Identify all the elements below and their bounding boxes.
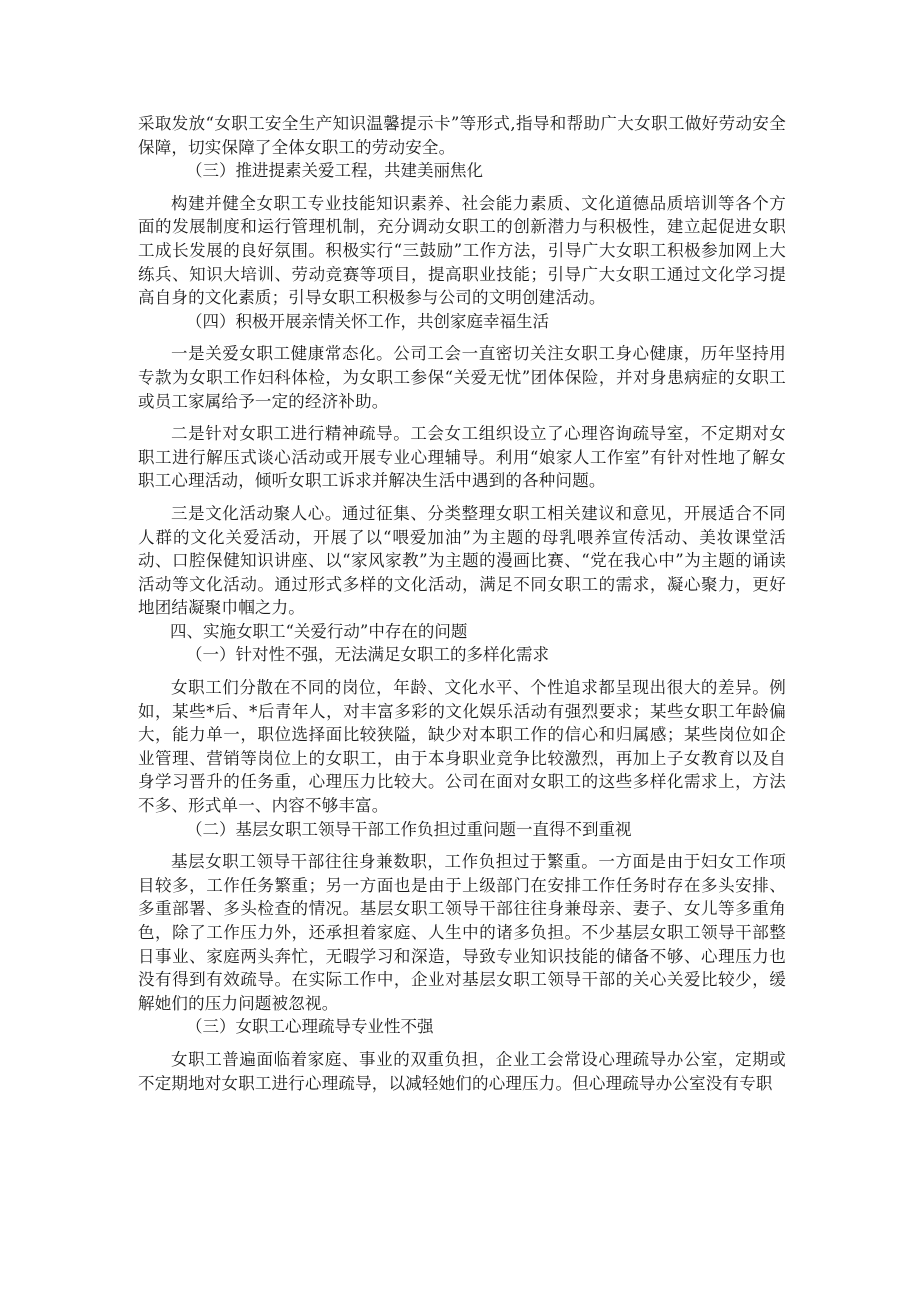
paragraph-health-care: 一是关爱女职工健康常态化。公司工会一直密切关注女职工身心健康，历年坚持用专款为女职工作妇科体检，为女职工参保“关爱无忧”团体保险，并对身患病症的女职工或员工家属给予一定的经济补助。 xyxy=(138,344,786,411)
section-heading-4-family-care: （四）积极开展亲情关怀工作，共创家庭幸福生活 xyxy=(186,311,549,331)
section-heading-3-promote-care: （三）推进提素关爱工程，共建美丽焦化 xyxy=(186,161,483,181)
paragraph-continuation: 采取发放“女职工安全生产知识温馨提示卡”等形式,指导和帮助广大女职工做好劳动安全保障，切实保障了全体女职工的劳动安全。 xyxy=(138,114,786,157)
paragraph-skills-system: 构建并健全女职工专业技能知识素养、社会能力素质、文化道德品质培训等各个方面的发展制度和运行管理机制，充分调动女职工的创新潜力与积极性，建立起促进女职工成长发展的良好氛围。积极实行“三鼓励”工作方法，引导广大女职工积极参加网上大练兵、知识大培训、劳动竞赛等项目，提高职业技能；引导广大女职工通过文化学习提高自身的文化素质；引导女职工积极参与公司的文明创建活动。 xyxy=(138,193,786,308)
paragraph-leader-burden: 基层女职工领导干部往往身兼数职，工作负担过于繁重。一方面是由于妇女工作项目较多，工作任务繁重；另一方面也是由于上级部门在安排工作任务时存在多头安排、多重部署、多头检查的情况。基层女职工领导干部往往身兼母亲、妻子、女儿等多重角色，除了工作压力外，还承担着家庭、人生中的诸多负担。不少基层女职工领导干部整日事业、家庭两头奔忙，无暇学习和深造，导致专业知识技能的储备不够、心理压力也没有得到有效疏导。在实际工作中，企业对基层女职工领导干部的关心关爱比较少，缓解她们的压力问题被忽视。 xyxy=(138,852,786,1013)
paragraph-psychological-guidance: 二是针对女职工进行精神疏导。工会女工组织设立了心理咨询疏导室，不定期对女职工进行解压式谈心活动或开展专业心理辅导。利用“娘家人工作室”有针对性地了解女职工心理活动，倾听女职工诉求并解决生活中遇到的各种问题。 xyxy=(138,424,786,491)
paragraph-cultural-activities: 三是文化活动聚人心。通过征集、分类整理女职工相关建议和意见，开展适合不同人群的文化关爱活动，开展了以“喂爱加油”为主题的母乳喂养宣传活动、美妆课堂活动、口腔保健知识讲座、以“家风家教”为主题的漫画比赛、“党在我心中”为主题的诵读活动等文化活动。通过形式多样的文化活动，满足不同女职工的需求，凝心聚力，更好地团结凝聚巾帼之力。 xyxy=(138,503,786,618)
section-heading-1-targeting: （一）针对性不强，无法满足女职工的多样化需求 xyxy=(186,645,549,665)
section-heading-3-counseling: （三）女职工心理疏导专业性不强 xyxy=(186,1017,434,1037)
document-page xyxy=(138,112,786,1095)
paragraph-diverse-needs: 女职工们分散在不同的岗位，年龄、文化水平、个性追求都呈现出很大的差异。例如，某些*后、*后青年人，对丰富多彩的文化娱乐活动有强烈要求；某些女职工年龄偏大，能力单一，职位选择面比较狭隘，缺少对本职工作的信心和归属感；某些岗位如企业管理、营销等岗位上的女职工，由于本身职业竞争比较激烈，再加上子女教育以及自身学习晋升的任务重，心理压力比较大。公司在面对女职工的这些多样化需求上，方法不多、形式单一、内容不够丰富。 xyxy=(138,678,786,816)
chapter-heading-problems: 四、实施女职工“关爱行动”中存在的问题 xyxy=(170,621,468,641)
paragraph-counseling-office: 女职工普遍面临着家庭、事业的双重负担，企业工会常设心理疏导办公室，定期或不定期地对女职工进行心理疏导，以减轻她们的心理压力。但心理疏导办公室没有专职 xyxy=(138,1049,786,1093)
section-heading-2-workload: （二）基层女职工领导干部工作负担过重问题一直得不到重视 xyxy=(186,819,632,839)
